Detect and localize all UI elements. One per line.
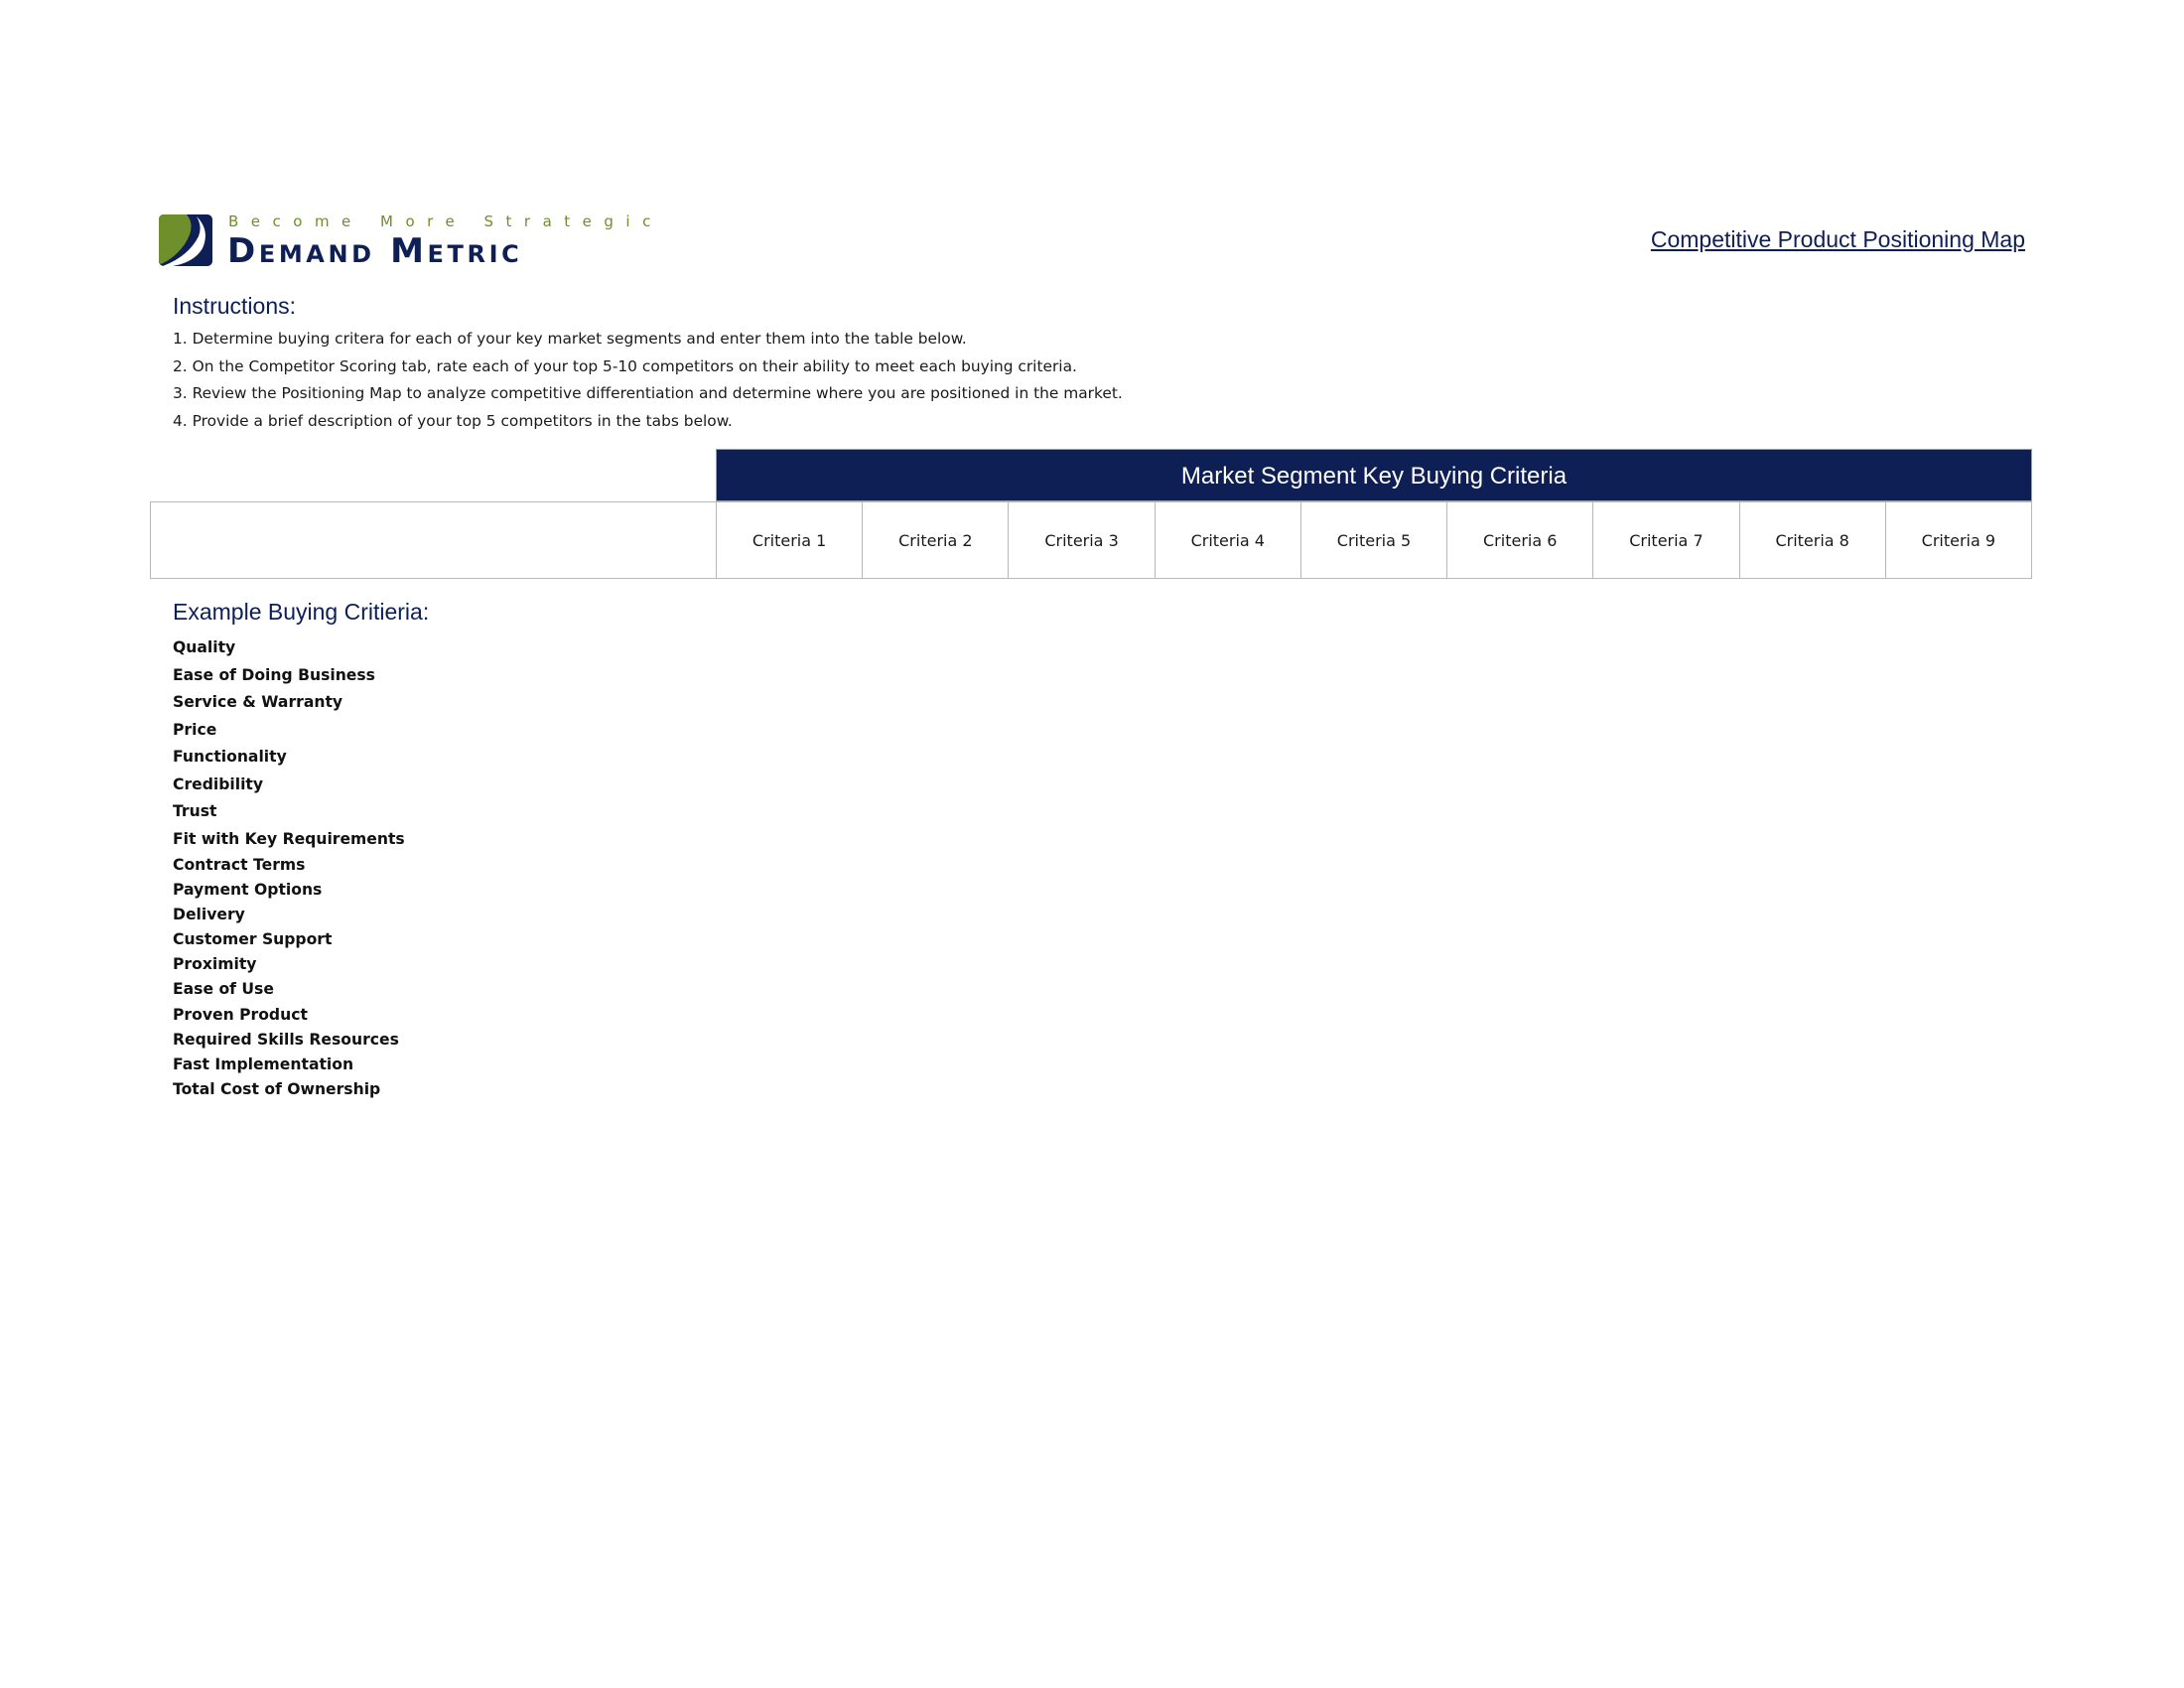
demand-metric-logo (159, 211, 663, 271)
example-criteria-heading: Example Buying Critieria: (173, 599, 430, 625)
logo-tagline: Become More Strategic (228, 212, 663, 230)
example-criteria-item: Required Skills Resources (173, 1030, 399, 1049)
criteria-cell-1[interactable]: Criteria 1 (717, 502, 863, 578)
example-criteria-item: Functionality (173, 748, 287, 766)
criteria-cell-4[interactable]: Criteria 4 (1156, 502, 1301, 578)
example-criteria-item: Payment Options (173, 881, 323, 900)
instruction-item: 4. Provide a brief description of your top 5 competitors in the tabs below. (173, 411, 733, 430)
example-criteria-item: Proximity (173, 955, 257, 974)
criteria-cell-5[interactable]: Criteria 5 (1301, 502, 1447, 578)
criteria-cell-2[interactable]: Criteria 2 (863, 502, 1009, 578)
example-criteria-item: Delivery (173, 906, 245, 924)
example-criteria-item: Proven Product (173, 1005, 308, 1024)
segment-name-cell[interactable] (151, 502, 717, 578)
example-criteria-item: Price (173, 720, 217, 739)
instruction-item: 1. Determine buying critera for each of your key market segments and enter them into the table below. (173, 330, 967, 348)
criteria-cell-7[interactable]: Criteria 7 (1593, 502, 1739, 578)
example-criteria-item: Ease of Use (173, 980, 274, 999)
criteria-row (150, 501, 2032, 579)
logo-wordmark: Demand Metric (227, 231, 523, 271)
document-title: Competitive Product Positioning Map (1650, 226, 2025, 252)
example-criteria-item: Total Cost of Ownership (173, 1079, 381, 1098)
example-criteria-item: Fit with Key Requirements (173, 829, 405, 848)
example-criteria-item: Quality (173, 638, 236, 656)
buying-criteria-table (150, 449, 2032, 579)
instruction-item: 3. Review the Positioning Map to analyze competitive differentiation and determine where you are positioned in the market. (173, 384, 1123, 403)
example-criteria-item: Ease of Doing Business (173, 665, 375, 684)
example-criteria-list (173, 634, 405, 1102)
instructions-heading: Instructions: (173, 293, 296, 319)
criteria-cell-9[interactable]: Criteria 9 (1921, 530, 1996, 550)
criteria-cell-6[interactable]: Criteria 6 (1447, 502, 1593, 578)
criteria-cell-3[interactable]: Criteria 3 (1009, 502, 1155, 578)
example-criteria-item: Trust (173, 802, 217, 820)
example-criteria-item: Fast Implementation (173, 1055, 354, 1073)
criteria-table-header: Market Segment Key Buying Criteria (716, 449, 2032, 501)
example-criteria-item: Contract Terms (173, 856, 306, 874)
instructions-list (173, 326, 1123, 435)
example-criteria-item: Service & Warranty (173, 693, 343, 711)
example-criteria-item: Credibility (173, 774, 264, 793)
criteria-cell-8[interactable]: Criteria 8 (1740, 502, 1886, 578)
example-criteria-item: Customer Support (173, 930, 333, 949)
instruction-item: 2. On the Competitor Scoring tab, rate each of your top 5-10 competitors on their ability to meet each buying criteria. (173, 356, 1077, 375)
demand-metric-logo-icon (159, 214, 212, 266)
